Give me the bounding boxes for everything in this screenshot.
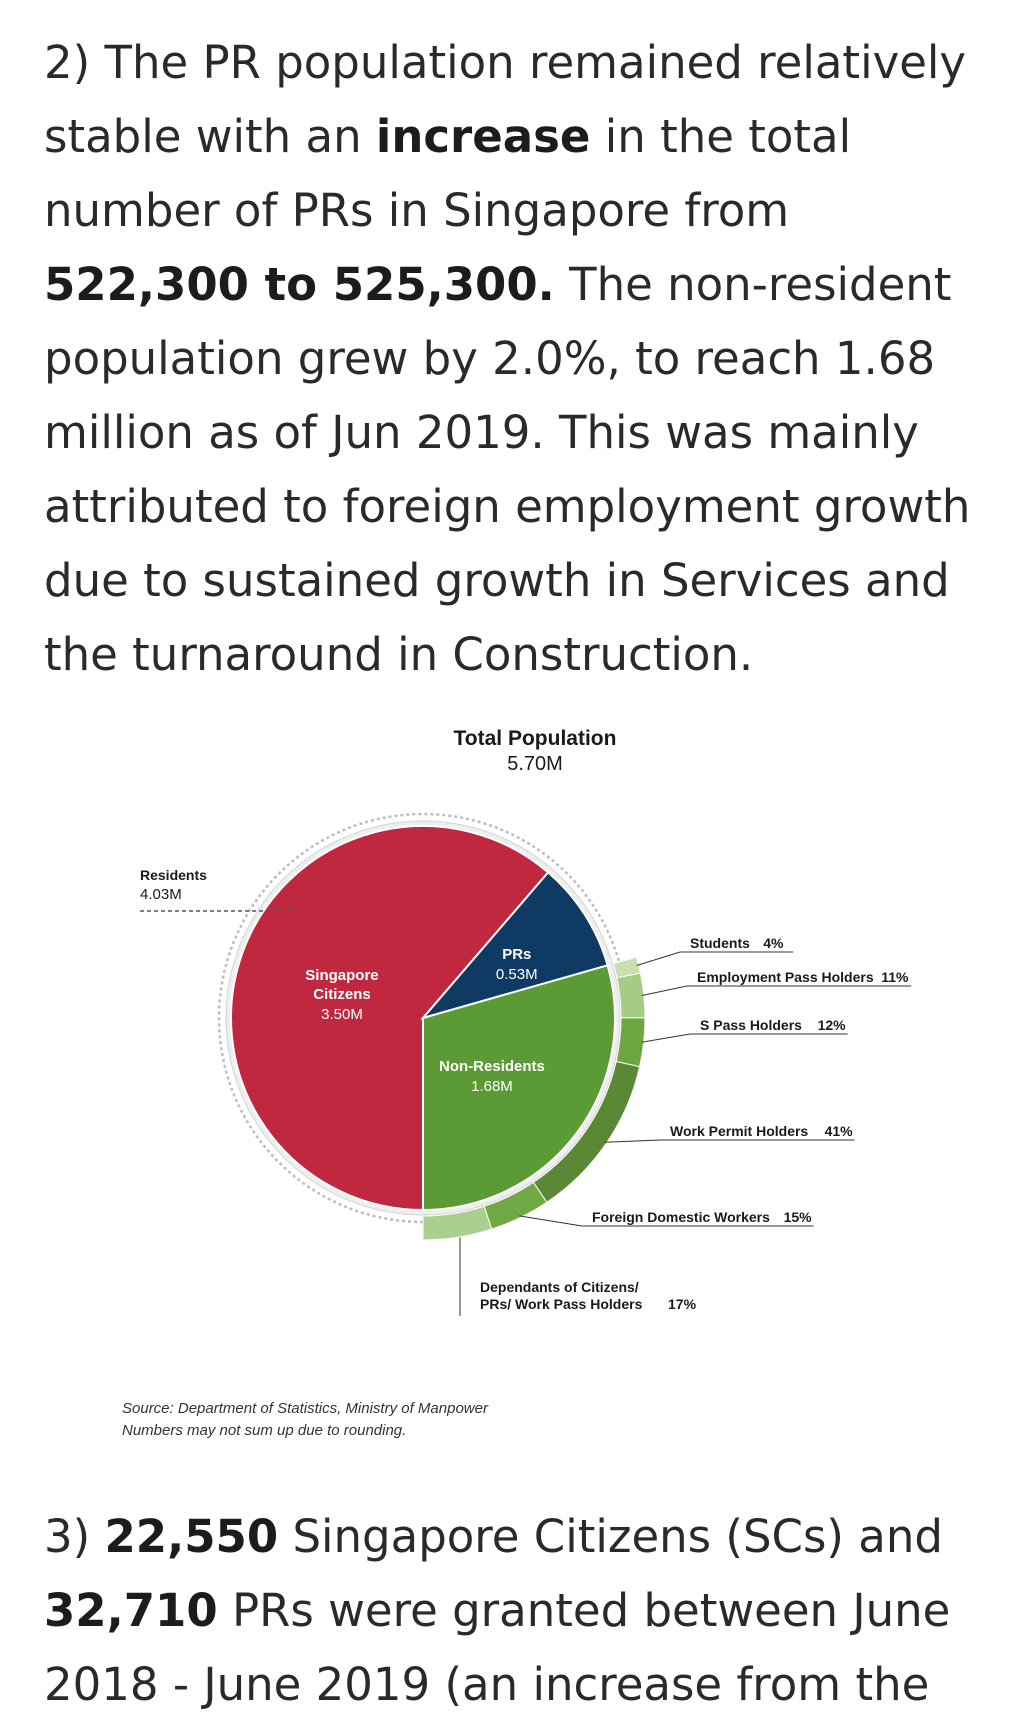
band-label-dependants-of-citizens-prs-work-pass-holders-text-line-0: Dependants of Citizens/ [480, 1279, 639, 1295]
band-label-employment-pass-holders-leader [642, 986, 911, 996]
chart-note-0: Source: Department of Statistics, Ministry of Manpower [122, 1400, 488, 1417]
chart-title: Total Population [453, 727, 617, 750]
residents-label: Residents [140, 867, 207, 883]
band-label-s-pass-holders-leader [642, 1034, 848, 1042]
band-label-foreign-domestic-workers-text: Foreign Domestic Workers [592, 1209, 770, 1225]
paragraph-granted-citizenships [44, 1500, 994, 1722]
slice-non-residents-label-line-0: Non-Residents [439, 1058, 545, 1076]
para2-bold-pr-range: 522,300 to 525,300. [44, 258, 555, 311]
band-label-work-permit-holders-leader [605, 1140, 855, 1142]
para3-mid: Singapore Citizens (SCs) and [278, 1510, 943, 1563]
paragraph-pr-population [44, 26, 994, 692]
slice-non-residents-value: 1.68M [471, 1078, 513, 1096]
para3-bold-citizens: 22,550 [104, 1510, 279, 1563]
chart-svg [0, 720, 1029, 1440]
band-label-students-percent: 4% [763, 935, 784, 951]
residents-value: 4.03M [140, 886, 182, 903]
band-employment-pass-holders [617, 973, 645, 1018]
band-label-work-permit-holders-percent: 41% [824, 1123, 853, 1139]
band-label-s-pass-holders-text: S Pass Holders [700, 1017, 802, 1033]
band-label-employment-pass-holders-percent: 11% [881, 969, 909, 985]
para3-lead: 3) [44, 1510, 105, 1563]
slice-singapore-citizens-label-line-1: Citizens [313, 985, 371, 1003]
band-label-students-leader [637, 952, 794, 966]
chart-total-label: 5.70M [507, 753, 563, 775]
band-label-students-text: Students [690, 935, 750, 951]
para2-bold-increase: increase [375, 110, 591, 163]
para3-tail: PRs were granted between June 2018 - June 2019 (an increase from the [44, 1584, 951, 1711]
slice-prs-label-line-0: PRs [502, 945, 532, 963]
band-label-s-pass-holders-percent: 12% [817, 1017, 846, 1033]
slice-singapore-citizens-value: 3.50M [321, 1005, 363, 1023]
para2-lead: 2) The PR population remained relatively stable with an [44, 36, 967, 163]
para3-bold-prs: 32,710 [44, 1584, 218, 1637]
chart-note-1: Numbers may not sum up due to rounding. [122, 1422, 407, 1439]
band-label-employment-pass-holders-text: Employment Pass Holders [697, 969, 874, 985]
population-pie-chart [0, 720, 1029, 1440]
slice-prs-value: 0.53M [495, 965, 538, 983]
band-label-work-permit-holders-text: Work Permit Holders [670, 1123, 809, 1139]
band-s-pass-holders [616, 1018, 645, 1067]
para2-mid: in the total number of PRs in Singapore from [44, 110, 852, 237]
para2-tail: The non-resident population grew by 2.0%, to reach 1.68 million as of Jun 2019. This was mainly attributed to foreign employment growth due to sustained growth in Services and the turnaround in Construction. [44, 258, 971, 681]
band-label-foreign-domestic-workers-percent: 15% [783, 1209, 812, 1225]
slice-singapore-citizens-label-line-0: Singapore [305, 966, 379, 984]
band-label-dependants-of-citizens-prs-work-pass-holders-text-line-1: PRs/ Work Pass Holders [480, 1296, 643, 1312]
band-label-dependants-of-citizens-prs-work-pass-holders-percent: 17% [668, 1296, 697, 1312]
